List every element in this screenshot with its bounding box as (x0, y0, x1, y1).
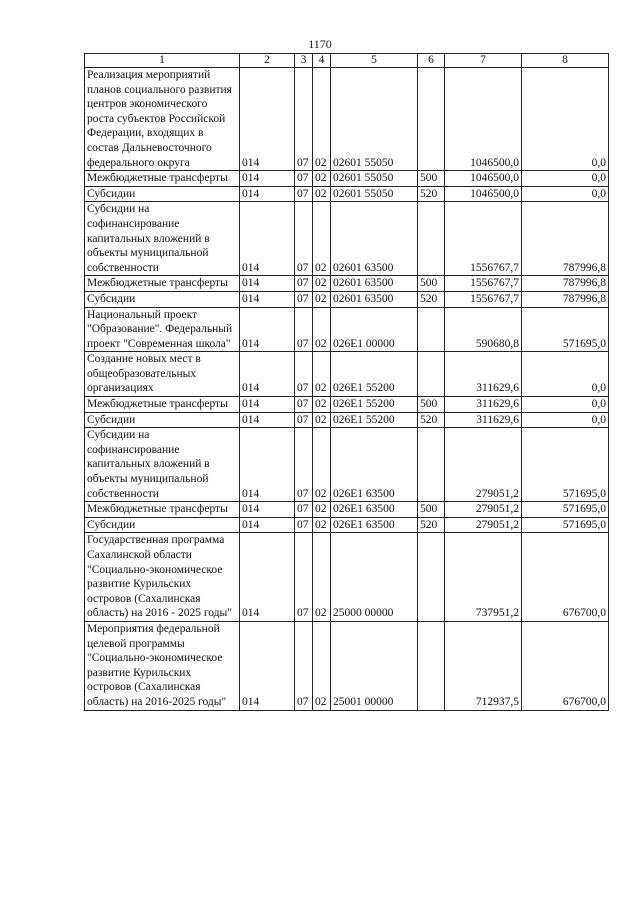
row-cell-5: 026E1 63500 (331, 517, 418, 533)
row-cell-3: 07 (295, 517, 313, 533)
table-row (85, 533, 609, 622)
row-cell-5: 25000 00000 (331, 533, 418, 622)
row-name-cell: Межбюджетные трансферты (85, 502, 240, 518)
row-cell-3: 07 (295, 502, 313, 518)
row-cell-5: 026E1 00000 (331, 307, 418, 352)
table-row (85, 502, 609, 518)
row-cell-2: 014 (240, 186, 295, 202)
row-cell-6 (418, 202, 445, 276)
row-cell-6 (418, 621, 445, 710)
row-cell-3: 07 (295, 68, 313, 171)
row-cell-8: 571695,0 (522, 428, 609, 502)
row-cell-7: 712937,5 (445, 621, 522, 710)
row-cell-4: 02 (313, 517, 331, 533)
row-cell-6: 500 (418, 171, 445, 187)
row-name-cell: Субсидии на софинансирование капитальных вложений в объекты муниципальной собственности (85, 428, 240, 502)
row-name-cell: Мероприятия федеральной целевой программы "Социально-экономическое развитие Курильских островов (Сахалинская область) на 2016-2025 годы" (85, 621, 240, 710)
row-cell-5: 02601 55050 (331, 186, 418, 202)
row-cell-7: 311629,6 (445, 352, 522, 397)
row-cell-4: 02 (313, 621, 331, 710)
row-cell-6: 520 (418, 291, 445, 307)
row-cell-7: 279051,2 (445, 502, 522, 518)
row-cell-3: 07 (295, 186, 313, 202)
table-row (85, 397, 609, 413)
row-cell-2: 014 (240, 412, 295, 428)
row-name-cell: Межбюджетные трансферты (85, 171, 240, 187)
row-cell-7: 1556767,7 (445, 291, 522, 307)
row-name-cell: Реализация мероприятий планов социального развития центров экономического роста субъектов Российской Федерации, входящих в состав Дальневосточного федерального округа (85, 68, 240, 171)
header-cell: 5 (331, 54, 418, 68)
row-name-cell: Субсидии на софинансирование капитальных вложений в объекты муниципальной собственности (85, 202, 240, 276)
row-cell-3: 07 (295, 291, 313, 307)
row-cell-2: 014 (240, 397, 295, 413)
table-row (85, 307, 609, 352)
row-cell-6 (418, 533, 445, 622)
header-cell: 1 (85, 54, 240, 68)
row-cell-2: 014 (240, 517, 295, 533)
row-cell-4: 02 (313, 276, 331, 292)
budget-table (84, 53, 609, 711)
row-cell-7: 279051,2 (445, 517, 522, 533)
row-cell-5: 02601 63500 (331, 202, 418, 276)
row-cell-8: 0,0 (522, 68, 609, 171)
row-cell-2: 014 (240, 202, 295, 276)
table-row (85, 428, 609, 502)
row-cell-4: 02 (313, 291, 331, 307)
row-cell-4: 02 (313, 186, 331, 202)
row-cell-2: 014 (240, 291, 295, 307)
row-name-cell: Национальный проект "Образование". Федеральный проект "Современная школа" (85, 307, 240, 352)
table-row (85, 202, 609, 276)
table-row (85, 352, 609, 397)
row-cell-5: 026E1 55200 (331, 352, 418, 397)
row-name-cell: Субсидии (85, 186, 240, 202)
row-cell-2: 014 (240, 171, 295, 187)
row-cell-8: 676700,0 (522, 621, 609, 710)
page-number: 1170 (308, 37, 332, 51)
row-cell-8: 571695,0 (522, 307, 609, 352)
row-cell-6 (418, 307, 445, 352)
row-cell-6: 500 (418, 502, 445, 518)
row-cell-2: 014 (240, 68, 295, 171)
table-row (85, 186, 609, 202)
row-cell-7: 1046500,0 (445, 68, 522, 171)
table-row (85, 517, 609, 533)
row-cell-6: 500 (418, 397, 445, 413)
row-cell-7: 279051,2 (445, 428, 522, 502)
row-name-cell: Субсидии (85, 517, 240, 533)
row-cell-4: 02 (313, 428, 331, 502)
row-cell-8: 787996,8 (522, 276, 609, 292)
row-cell-8: 571695,0 (522, 502, 609, 518)
row-cell-8: 0,0 (522, 352, 609, 397)
row-cell-3: 07 (295, 428, 313, 502)
row-cell-6 (418, 352, 445, 397)
row-cell-4: 02 (313, 68, 331, 171)
row-name-cell: Государственная программа Сахалинской области "Социально-экономическое развитие Курильских островов (Сахалинская область) на 2016 - 2025 годы" (85, 533, 240, 622)
row-cell-8: 0,0 (522, 397, 609, 413)
row-cell-7: 1046500,0 (445, 186, 522, 202)
row-cell-3: 07 (295, 352, 313, 397)
row-name-cell: Создание новых мест в общеобразовательных организациях (85, 352, 240, 397)
row-cell-5: 02601 55050 (331, 68, 418, 171)
row-cell-8: 571695,0 (522, 517, 609, 533)
table-row (85, 621, 609, 710)
header-cell: 3 (295, 54, 313, 68)
row-cell-3: 07 (295, 412, 313, 428)
row-cell-4: 02 (313, 397, 331, 413)
row-cell-6 (418, 68, 445, 171)
row-cell-2: 014 (240, 352, 295, 397)
header-cell: 2 (240, 54, 295, 68)
row-cell-7: 1046500,0 (445, 171, 522, 187)
row-cell-2: 014 (240, 276, 295, 292)
row-cell-7: 737951,2 (445, 533, 522, 622)
row-cell-4: 02 (313, 533, 331, 622)
row-cell-6: 520 (418, 186, 445, 202)
row-cell-7: 1556767,7 (445, 202, 522, 276)
row-cell-5: 026E1 63500 (331, 428, 418, 502)
header-cell: 4 (313, 54, 331, 68)
row-cell-2: 014 (240, 502, 295, 518)
row-cell-8: 0,0 (522, 186, 609, 202)
row-cell-8: 787996,8 (522, 291, 609, 307)
header-cell: 8 (522, 54, 609, 68)
row-cell-7: 1556767,7 (445, 276, 522, 292)
row-cell-4: 02 (313, 171, 331, 187)
row-cell-5: 026E1 63500 (331, 502, 418, 518)
row-cell-4: 02 (313, 502, 331, 518)
row-cell-8: 0,0 (522, 171, 609, 187)
row-cell-5: 026E1 55200 (331, 397, 418, 413)
row-cell-3: 07 (295, 276, 313, 292)
row-cell-3: 07 (295, 533, 313, 622)
row-cell-2: 014 (240, 621, 295, 710)
header-cell: 6 (418, 54, 445, 68)
row-cell-5: 02601 55050 (331, 171, 418, 187)
row-cell-7: 590680,8 (445, 307, 522, 352)
row-cell-6 (418, 428, 445, 502)
row-cell-4: 02 (313, 352, 331, 397)
row-cell-6: 520 (418, 517, 445, 533)
header-row (85, 54, 609, 68)
row-cell-2: 014 (240, 307, 295, 352)
row-name-cell: Межбюджетные трансферты (85, 276, 240, 292)
row-cell-7: 311629,6 (445, 397, 522, 413)
row-cell-3: 07 (295, 307, 313, 352)
row-name-cell: Субсидии (85, 412, 240, 428)
header-cell: 7 (445, 54, 522, 68)
table-row (85, 291, 609, 307)
row-cell-8: 787996,8 (522, 202, 609, 276)
row-cell-6: 500 (418, 276, 445, 292)
row-cell-6: 520 (418, 412, 445, 428)
row-cell-3: 07 (295, 202, 313, 276)
row-cell-3: 07 (295, 171, 313, 187)
row-cell-5: 026E1 55200 (331, 412, 418, 428)
table-row (85, 412, 609, 428)
row-cell-8: 676700,0 (522, 533, 609, 622)
row-name-cell: Межбюджетные трансферты (85, 397, 240, 413)
row-cell-4: 02 (313, 202, 331, 276)
row-cell-5: 02601 63500 (331, 276, 418, 292)
table-row (85, 171, 609, 187)
row-cell-2: 014 (240, 428, 295, 502)
row-cell-3: 07 (295, 621, 313, 710)
row-cell-2: 014 (240, 533, 295, 622)
table-row (85, 68, 609, 171)
row-cell-3: 07 (295, 397, 313, 413)
row-cell-5: 25001 00000 (331, 621, 418, 710)
row-cell-4: 02 (313, 307, 331, 352)
row-name-cell: Субсидии (85, 291, 240, 307)
table-row (85, 276, 609, 292)
row-cell-4: 02 (313, 412, 331, 428)
row-cell-7: 311629,6 (445, 412, 522, 428)
row-cell-8: 0,0 (522, 412, 609, 428)
row-cell-5: 02601 63500 (331, 291, 418, 307)
